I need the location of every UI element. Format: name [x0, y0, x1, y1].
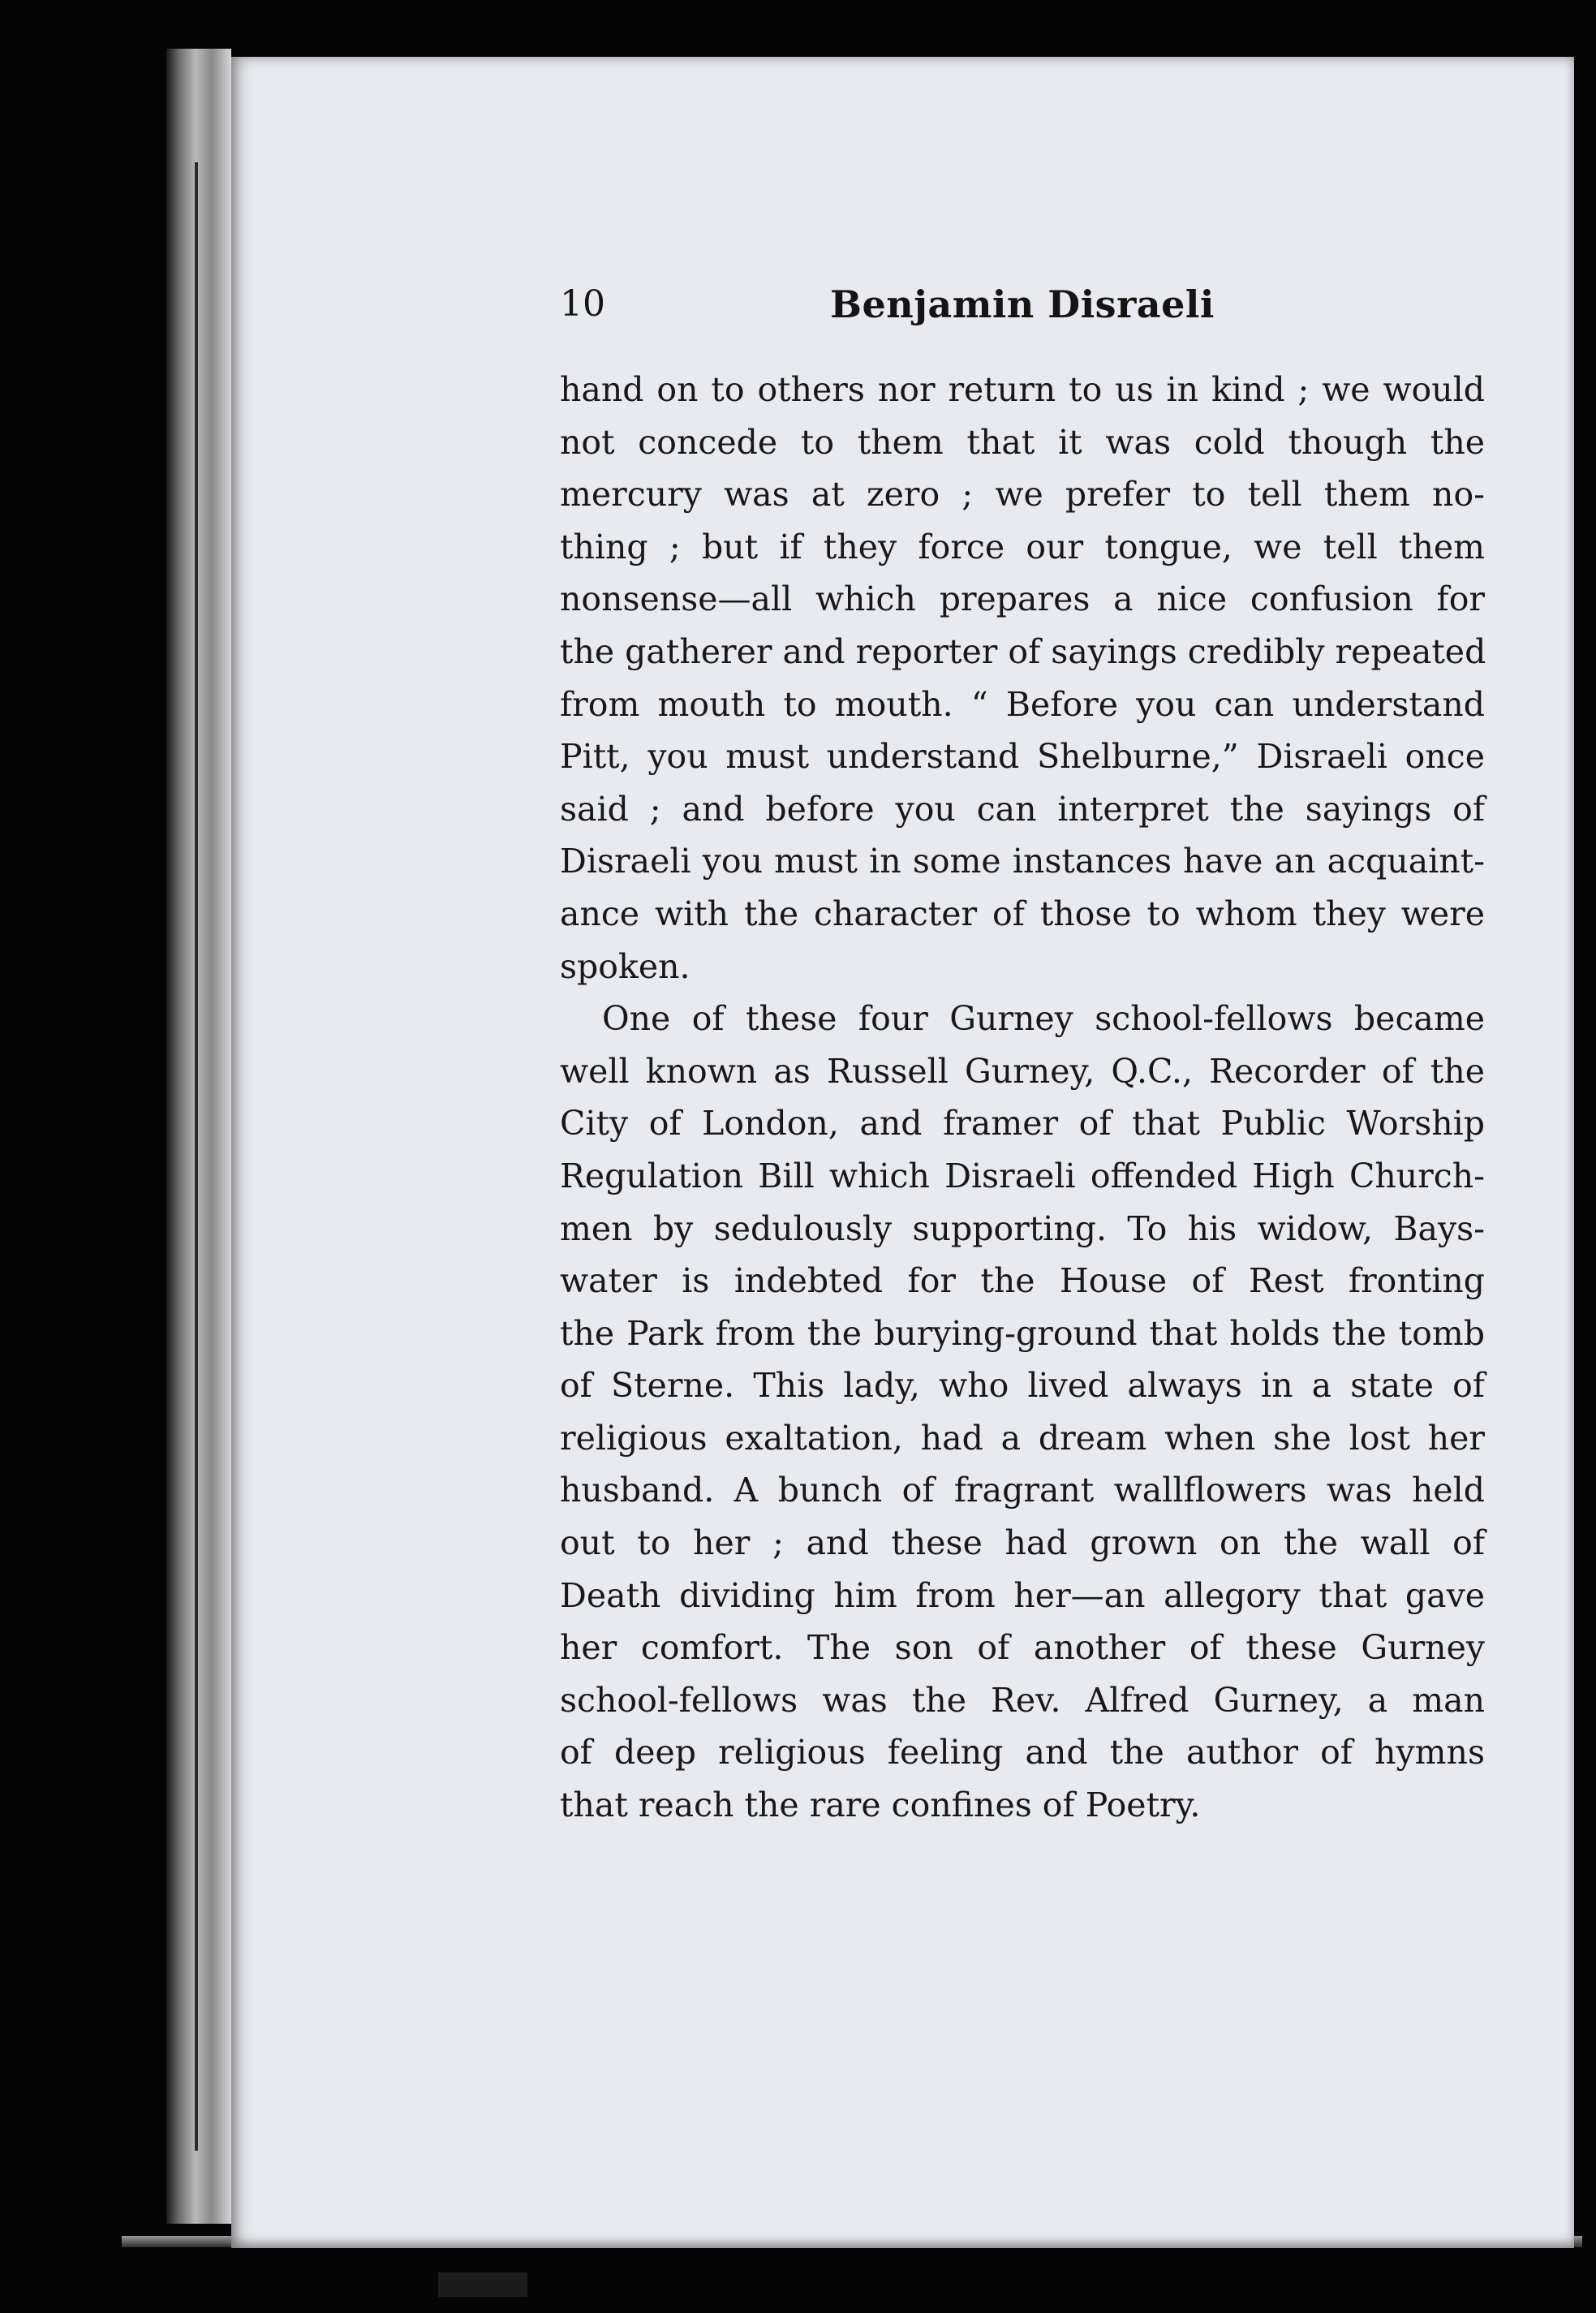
paragraph-2 — [560, 993, 1485, 1832]
book-spine — [166, 49, 231, 2224]
text-line: school-fellows was the Rev. Alfred Gurney, a man — [560, 1680, 1485, 1720]
text-line: out to her ; and these had grown on the wall of — [560, 1523, 1485, 1563]
text-line: spoken. — [560, 946, 690, 986]
text-line: ance with the character of those to whom they were — [560, 894, 1485, 933]
text-line: City of London, and framer of that Public Worship — [560, 1104, 1485, 1144]
paragraph-1 — [560, 364, 1485, 993]
text-line: Regulation Bill which Disraeli offended High Church- — [560, 1156, 1485, 1195]
text-line: from mouth to mouth. “ Before you can understand — [560, 684, 1485, 724]
text-line: well known as Russell Gurney, Q.C., Recorder of the — [560, 1051, 1485, 1091]
text-line: hand on to others nor return to us in kind ; we would — [560, 370, 1485, 409]
text-line: religious exaltation, had a dream when she lost her — [560, 1418, 1485, 1458]
text-line: of Sterne. This lady, who lived always in a state of — [560, 1366, 1485, 1406]
text-line: mercury was at zero ; we prefer to tell them no- — [560, 475, 1485, 515]
text-line: Death dividing him from her—an allegory that gave — [560, 1575, 1485, 1615]
text-line: Pitt, you must understand Shelburne,” Disraeli once — [560, 737, 1485, 777]
text-line: men by sedulously supporting. To his widow, Bays- — [560, 1208, 1485, 1248]
text-line: water is indebted for the House of Rest fronting — [560, 1261, 1485, 1301]
page-header — [560, 276, 1485, 333]
text-line: the Park from the burying-ground that holds the tomb — [560, 1313, 1485, 1353]
text-line: that reach the rare confines of Poetry. — [560, 1785, 1201, 1825]
body-text — [560, 364, 1485, 1832]
text-line: husband. A bunch of fragrant wallflowers was held — [560, 1471, 1485, 1510]
spine-shadow-line — [195, 162, 198, 2151]
text-line: said ; and before you can interpret the sayings of — [560, 789, 1485, 829]
text-line: One of these four Gurney school-fellows became — [602, 999, 1485, 1039]
page-number: 10 — [560, 283, 605, 325]
text-line: of deep religious feeling and the author of hymns — [560, 1733, 1485, 1772]
text-line: nonsense—all which prepares a nice confusion for — [560, 579, 1485, 619]
running-title: Benjamin Disraeli — [830, 282, 1215, 326]
text-line: not concede to them that it was cold though the — [560, 422, 1485, 462]
text-line: the gatherer and reporter of sayings credibly repeated — [560, 631, 1486, 671]
text-line: Disraeli you must in some instances have an acquaint- — [560, 842, 1485, 881]
text-line: her comfort. The son of another of these Gurney — [560, 1628, 1485, 1668]
scan-artifact — [438, 2272, 527, 2297]
text-line: thing ; but if they force our tongue, we tell them — [560, 527, 1485, 566]
